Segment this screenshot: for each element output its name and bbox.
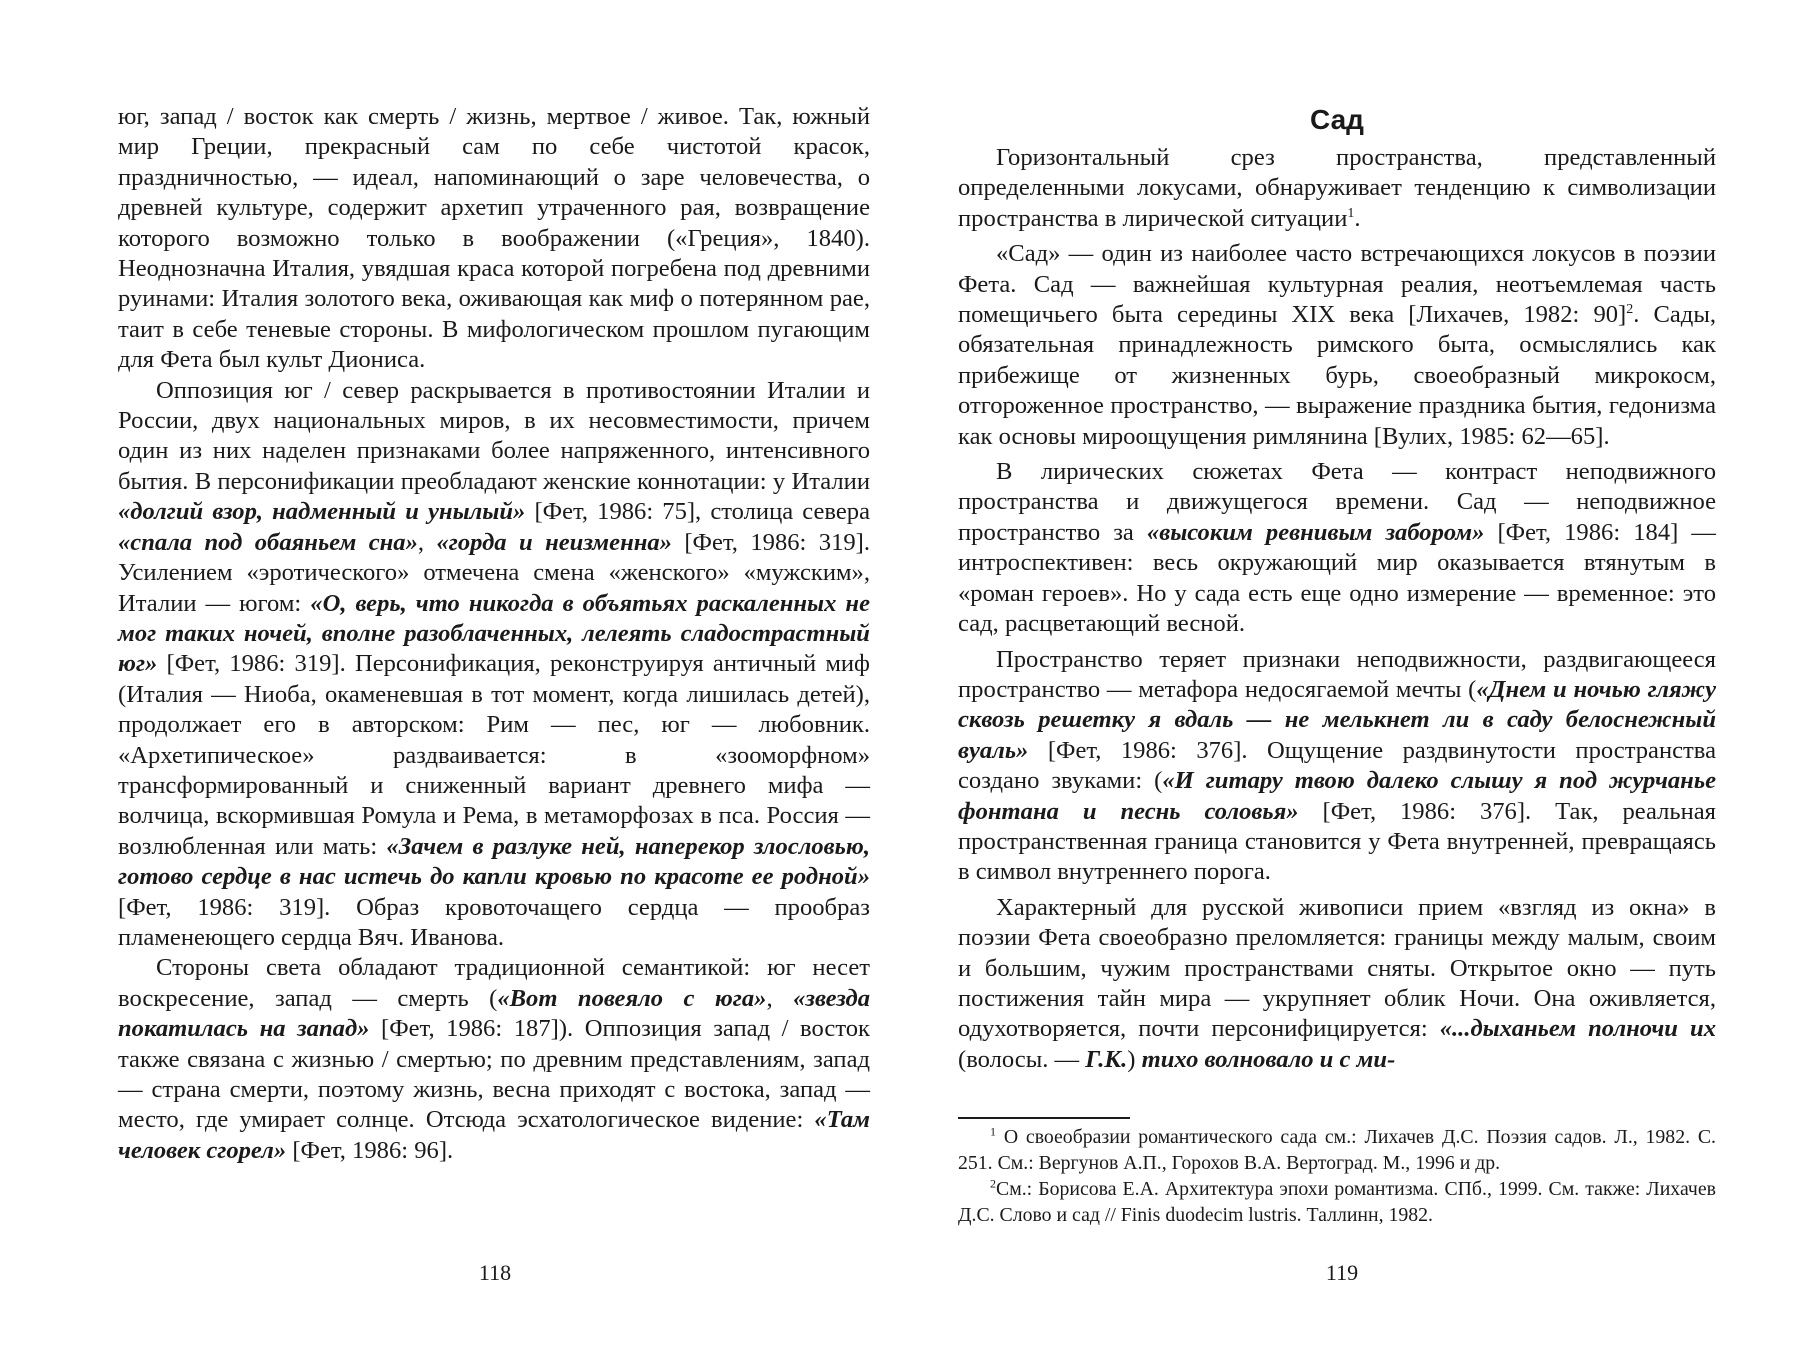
paragraph <box>958 239 1716 452</box>
footnote-marker: 2 <box>990 1176 996 1191</box>
page-number: 118 <box>478 1260 512 1285</box>
text-run: (волосы. — <box>958 1045 1086 1073</box>
quote-italic: тихо волновало и с ми- <box>1141 1045 1396 1073</box>
paragraph <box>958 893 1716 1075</box>
section-title: Сад <box>1310 104 1364 135</box>
quote-italic: «долгий взор, надменный и унылый» <box>118 498 526 526</box>
footnote <box>958 1176 1716 1228</box>
text-run: . <box>1354 204 1361 232</box>
text-run: О своеобразии романтического сада см.: Лихачев Д.С. Поэзия садов. Л., 1982. С. 251. См.: Вергунов А.П., Горохов В.А. Вертоград. М., 1996 и др. <box>958 1126 1716 1174</box>
paragraph <box>118 102 870 376</box>
text-run: [Фет, 1986: 187]). Оппозиция запад / восток также связана с жизнью / смертью; по древним представлениям, запад — страна смерти, поэтому жизнь, весна приходят с востока, запад — место, где умирает солнце. Отсюда эсхатологическое видение: <box>118 1015 870 1134</box>
quote-italic: «спала под обаяньем сна» <box>118 528 418 556</box>
text-run: [Фет, 1986: 319]. Персонификация, реконструируя античный миф (Италия — Ниоба, окаменевшая в тот момент, когда лишилась детей), продолжает его в авторском: Рим — пес, юг — любовник. «Архетипическое» раздваивается: в «зооморфном» трансформированный и сниженный вариант древнего мифа — волчица, вскормившая Ромула и Рема, в метаморфозах в пса. Россия — возлюбленная или мать: <box>118 650 870 860</box>
text-run: [Фет, 1986: 75], столица севера <box>525 498 870 526</box>
text-run: Стороны света обладают традиционной семантикой: юг несет воскресение, запад — смерть ( <box>118 954 870 1012</box>
quote-italic: «Вот повеяло с юга» <box>497 984 767 1012</box>
quote-italic: «О, верь, что никогда в объятьях раскаленных не мог таких ночей, вполне разоблаченных, лелеять сладострастный юг» <box>118 589 870 678</box>
quote-italic: «Там человек сгорел» <box>118 1106 870 1164</box>
footnote-marker: 1 <box>1347 205 1355 221</box>
text-run: юг, запад / восток как смерть / жизнь, мертвое / живое. Так, южный мир Греции, прекрасный сам по себе чистотой красок, праздничностью, — идеал, напоминающий о заре человечества, о древней культуре, содержит архетип утраченного рая, возвращение которого возможно только в воображении («Греция», 1840). Неоднозначна Италия, увядшая краса которой погребена под древними руинами: Италия золотого века, оживающая как миф о потерянном рае, таит в себе теневые стороны. В мифологическом прошлом пугающим для Фета был культ Диониса. <box>118 103 870 374</box>
right-text-block <box>958 102 1716 1075</box>
text-run: В лирических сюжетах Фета — контраст неподвижного пространства и движущегося времени. Сад — неподвижное пространство за <box>958 458 1716 546</box>
text-run: См.: Борисова Е.А. Архитектура эпохи романтизма. СПб., 1999. См. также: Лихачев Д.С. Слово и сад // Finis duodecim lustris. Таллинн, 1982. <box>958 1178 1716 1226</box>
text-run: Характерный для русской живописи прием «взгляд из окна» в поэзии Фета своеобразно преломляется: границы между малым, своим и большим, чужим пространствами сняты. Открытое окно — путь постижения тайн мира — укрупняет облик Ночи. Она оживляется, одухотворяется, почти персонифицируется: <box>958 893 1716 1043</box>
quote-italic: «...дыханьем полночи их <box>1439 1015 1716 1043</box>
quote-italic: Г.К. <box>1085 1045 1128 1073</box>
text-run: [Фет, 1986: 184] — интроспективен: весь окружающий мир оказывается втянутым в «роман героев». Но у сада есть еще одно измерение — временное: это сад, расцветающий весной. <box>958 518 1716 638</box>
quote-italic: «звезда покатилась на запад» <box>118 984 871 1043</box>
text-run: , <box>417 528 437 556</box>
quote-italic: «Днем и ночью гляжу сквозь решетку я вдаль — не мелькнет ли в саду белоснежный вуаль» <box>958 675 1716 764</box>
left-text-block <box>118 102 870 1166</box>
text-run: [Фет, 1986: 319]. Усилением «эротического» отмечена смена «женского» «мужским», Италии — югом: <box>118 528 870 617</box>
footnote-divider <box>958 1117 1130 1119</box>
text-run: . Сады, обязательная принадлежность римского быта, осмыслялись как прибежище от жизненных бурь, своеобразный микрокосм, отгороженное пространство, — выражение праздника бытия, гедонизма как основы мироощущения римлянина [Вулих, 1985: 62—65]. <box>958 301 1716 450</box>
paragraph <box>958 143 1716 234</box>
paragraph <box>118 376 870 954</box>
quote-italic: «Зачем в разлуке ней, наперекор злословью, готово сердце в нас истечь до капли кровью по красоте ее родной» <box>118 832 870 891</box>
text-run: Пространство теряет признаки неподвижности, раздвигающееся пространство — метафора недосягаемой мечты ( <box>958 645 1716 703</box>
text-run: [Фет, 1986: 96]. <box>286 1136 454 1164</box>
page-number: 119 <box>1325 1260 1359 1285</box>
text-run: [Фет, 1986: 376]. Так, реальная пространственная граница становится у Фета внутренней, превращаясь в символ внутреннего порога. <box>958 797 1716 886</box>
text-run: , <box>766 984 794 1012</box>
text-run: [Фет, 1986: 376]. Ощущение раздвинутости пространства создано звуками: ( <box>958 736 1716 795</box>
paragraph <box>958 645 1716 888</box>
footnote <box>958 1124 1716 1176</box>
quote-italic: «горда и неизменна» <box>436 528 672 556</box>
text-run: ) <box>1127 1045 1142 1073</box>
quote-italic: «И гитару твою далеко слышу я под журчанье фонтана и песнь соловья» <box>958 767 1716 825</box>
text-run: «Сад» — один из наиболее часто встречающихся локусов в поэзии Фета. Сад — важнейшая культурная реалия, неотъемлемая часть помещичьего быта середины XIX века [Лихачев, 1982: 90] <box>958 240 1716 329</box>
footnotes <box>958 1124 1716 1228</box>
quote-italic: «высоким ревнивым забором» <box>1146 518 1485 546</box>
paragraph <box>958 457 1716 639</box>
text-run: Оппозиция юг / север раскрывается в противостоянии Италии и России, двух национальных миров, в их несовместимости, причем один из них наделен признаками более напряженного, интенсивного бытия. В персонификации преобладают женские коннотации: у Италии <box>118 376 870 495</box>
right-page <box>910 0 1820 1358</box>
paragraph <box>118 953 870 1166</box>
text-run: [Фет, 1986: 319]. Образ кровоточащего сердца — прообраз пламенеющего сердца Вяч. Иванова. <box>118 893 870 951</box>
text-run: Горизонтальный срез пространства, представленный определенными локусами, обнаруживает тенденцию к символизации пространства в лирической ситуации <box>958 144 1716 232</box>
footnote-marker: 1 <box>990 1124 996 1139</box>
footnote-marker: 2 <box>1626 301 1634 317</box>
